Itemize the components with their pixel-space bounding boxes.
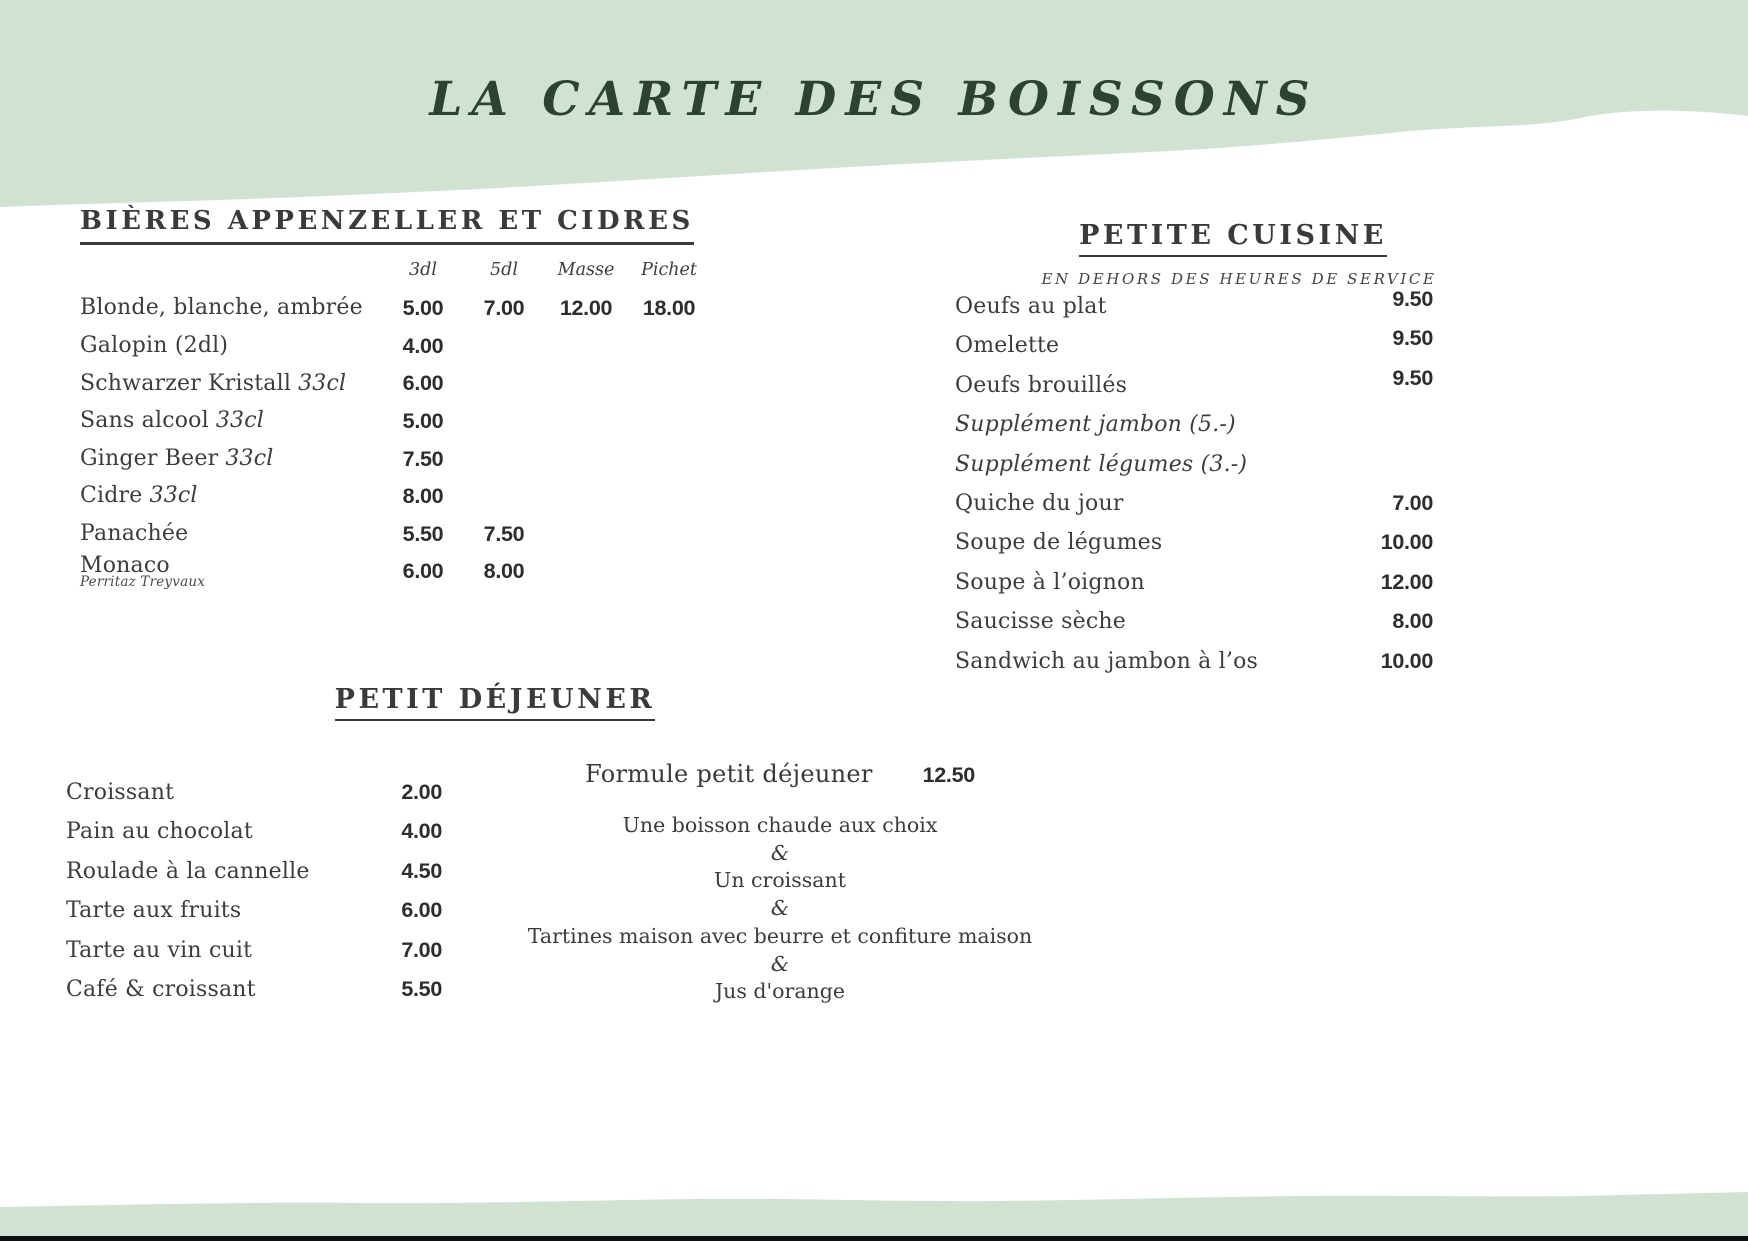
price: 8.00 — [1392, 609, 1433, 634]
price: 6.00 — [402, 371, 444, 396]
price: 5.50 — [402, 521, 444, 546]
price: 5.00 — [402, 296, 444, 321]
list-item: Soupe de légumes 10.00 — [955, 530, 1433, 556]
column-header-3dl: 3dl — [409, 260, 437, 280]
table-row-name: Panachée — [80, 520, 189, 546]
list-item: Roulade à la cannelle 4.50 — [66, 858, 442, 884]
price: 7.00 — [401, 937, 442, 962]
list-item: Croissant 2.00 — [66, 780, 442, 805]
table-row-name: Blonde, blanche, ambrée — [80, 295, 363, 321]
petite-cuisine-heading: PETITE CUISINE — [1079, 220, 1387, 257]
list-item: Omelette 9.50 — [955, 326, 1433, 359]
table-row-name: Galopin (2dl) — [80, 332, 229, 358]
formule-line: Une boisson chaude aux choix — [622, 813, 938, 837]
list-item: Soupe à l’oignon 12.00 — [955, 569, 1433, 595]
table-row-name: Monaco Perritaz Treyvaux — [80, 555, 385, 590]
price: 9.50 — [1392, 326, 1433, 351]
list-item: Saucisse sèche 8.00 — [955, 609, 1433, 635]
price: 4.00 — [402, 333, 444, 358]
price: 8.00 — [483, 559, 525, 584]
petite-cuisine-heading-wrap — [955, 220, 1435, 257]
price: 7.50 — [402, 446, 444, 471]
footer-band — [0, 1189, 1748, 1241]
formule-title: Formule petit déjeuner — [585, 760, 873, 788]
item-subtext: Perritaz Treyvaux — [80, 574, 206, 591]
price: 9.50 — [1392, 287, 1433, 311]
list-item: Supplément jambon (5.-) — [955, 412, 1236, 438]
price: 18.00 — [642, 296, 696, 321]
list-item: Tarte au vin cuit 7.00 — [66, 937, 442, 963]
price: 4.00 — [401, 819, 442, 844]
beers-section-heading: BIÈRES APPENZELLER ET CIDRES — [80, 206, 694, 245]
price: 5.00 — [402, 409, 444, 434]
formule-ampersand: & — [770, 896, 790, 921]
petit-dejeuner-heading-wrap — [280, 684, 710, 721]
column-header-spacer — [80, 256, 385, 260]
list-item: Supplément légumes (3.-) — [955, 451, 1248, 477]
table-row-name: Sans alcool 33cl — [80, 408, 264, 434]
formule-title-row — [480, 760, 1080, 788]
list-item: Oeufs brouillés 9.50 — [955, 365, 1433, 398]
formule-ampersand: & — [770, 840, 790, 865]
formule-line: Un croissant — [714, 868, 846, 893]
table-row-name: Ginger Beer 33cl — [80, 445, 274, 471]
petite-cuisine-list — [955, 287, 1433, 688]
petit-dejeuner-list — [66, 780, 442, 1016]
price: 7.00 — [1392, 490, 1433, 515]
list-item: Oeufs au plat 9.50 — [955, 287, 1433, 319]
petite-cuisine-subheading: EN DEHORS DES HEURES DE SERVICE — [1041, 270, 1437, 288]
price: 10.00 — [1380, 530, 1433, 555]
formule-block — [480, 760, 1080, 1006]
formule-ampersand: & — [770, 951, 790, 976]
price: 6.00 — [401, 898, 442, 923]
price: 12.00 — [1380, 569, 1433, 594]
footer-band-shape — [0, 1189, 1748, 1241]
petite-cuisine-subheading-wrap — [955, 269, 1435, 288]
price: 10.00 — [1380, 648, 1433, 673]
list-item: Pain au chocolat 4.00 — [66, 819, 442, 845]
list-item: Café & croissant 5.50 — [66, 976, 442, 1002]
list-item: Tarte aux fruits 6.00 — [66, 898, 442, 924]
petit-dejeuner-heading: PETIT DÉJEUNER — [335, 684, 656, 721]
price: 7.50 — [483, 521, 525, 546]
price: 6.00 — [402, 559, 444, 584]
table-row-name: Cidre 33cl — [80, 483, 198, 509]
price: 7.00 — [483, 296, 525, 321]
list-item: Sandwich au jambon à l’os 10.00 — [955, 648, 1433, 674]
price: 8.00 — [402, 484, 444, 509]
list-item: Quiche du jour 7.00 — [955, 490, 1433, 516]
price: 12.00 — [559, 296, 613, 321]
price: 2.00 — [401, 780, 442, 804]
column-header-5dl: 5dl — [490, 260, 518, 280]
formule-line: Tartines maison avec beurre et confiture maison — [527, 923, 1033, 948]
formule-price: 12.50 — [922, 763, 975, 787]
column-header-masse: Masse — [557, 260, 615, 280]
formule-line: Jus d'orange — [714, 979, 846, 1004]
table-row-name: Schwarzer Kristall 33cl — [80, 370, 347, 396]
beers-price-table — [80, 256, 713, 591]
bottom-edge-bar — [0, 1236, 1748, 1241]
price: 4.50 — [401, 858, 442, 883]
page-title: LA CARTE DES BOISSONS — [429, 72, 1319, 127]
column-header-pichet: Pichet — [641, 260, 697, 280]
price: 5.50 — [401, 976, 442, 1001]
price: 9.50 — [1392, 365, 1433, 390]
